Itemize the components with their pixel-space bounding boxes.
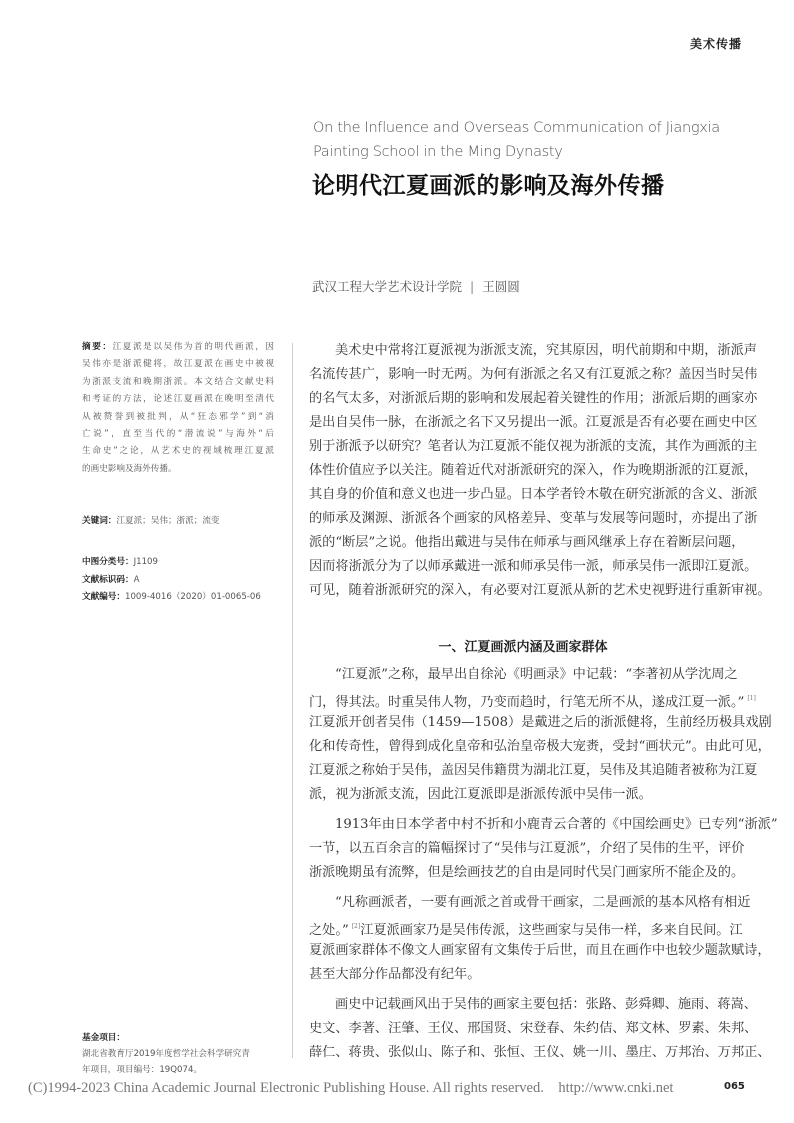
metadata-label: 文献标识码： — [82, 574, 134, 585]
body-line — [309, 663, 737, 687]
body-text: 一节，以五百余言的篇幅探讨了“吴伟与江夏派”，介绍了吴伟的生平，评价 — [309, 841, 745, 856]
metadata-label: 文献编号： — [82, 592, 125, 602]
abstract-line — [82, 426, 274, 443]
column-divider — [292, 343, 293, 1058]
body-text: 浙派晚期虽有流弊，但是绘画技艺的自由是同时代吴门画家所不能企及的。 — [309, 865, 745, 880]
funding-line: 湖北省教育厅2019年度哲学社会科学研究青 — [82, 1049, 250, 1059]
metadata-value: A — [133, 574, 140, 585]
body-text: 夏派画家群体不像文人画家留有文集传于后世，而且在画作中也较少题款赋诗， — [309, 943, 771, 958]
body-line: 的名气太多，对浙派后期的影响和发展起着关键性的作用；浙派后期的画家亦 — [309, 391, 758, 406]
body-text: 史文、李著、汪肇、王仪、邢国贤、宋登春、朱约佶、郑文林、罗素、朱邦、 — [309, 1021, 758, 1036]
abstract-text: 吴伟亦是浙派健将，故江夏派在画史中被视 — [82, 359, 274, 370]
body-line — [309, 915, 743, 939]
metadata-label: 中图分类号： — [82, 557, 134, 567]
keywords — [82, 514, 220, 526]
body-line — [309, 783, 737, 807]
body-line — [309, 759, 758, 783]
body-text: 薛仁、蒋贵、张似山、陈子和、张恒、王仪、姚一川、墨庄、万邦治、万邦正、 — [309, 1045, 771, 1060]
body-line: 别于浙派予以研究？笔者认为江夏派不能仅视为浙派的支流，其作为画派的主 — [309, 439, 758, 454]
abstract-text: 江夏派是以吴伟为首的明代画派，因 — [112, 342, 274, 352]
body-paragraph — [309, 663, 772, 807]
body-paragraph — [309, 339, 771, 603]
abstract-text: 亡说”，直至当代的“潜流说”与海外“后 — [82, 428, 274, 439]
abstract-line — [82, 443, 274, 460]
body-line — [309, 711, 772, 735]
abstract-text: 和考证的方法，论述江夏画派在晚明至清代 — [82, 394, 274, 405]
body-text: 江夏派画家乃是吴伟传派，这些画家与吴伟一样，多来自民间。江 — [360, 923, 743, 938]
abstract-line — [82, 391, 274, 408]
english-title: On the Influence and Overseas Communication of Jiangxia Painting School in the Ming Dynasty — [313, 120, 720, 160]
abstract-text: 的画史影响及海外传播。 — [82, 463, 177, 474]
abstract-text: 为浙派支流和晚期浙派。本文结合文献史料 — [82, 376, 274, 387]
article-metadata — [82, 554, 261, 607]
keywords-label: 关键词： — [82, 516, 117, 526]
journal-section-label: 美术传播 — [690, 37, 743, 51]
abstract-line — [82, 409, 274, 426]
body-line: 名流传甚广，影响一时无两。为何有浙派之名又有江夏派之称？盖因当时吴伟 — [309, 367, 758, 382]
abstract-label: 摘要： — [82, 342, 113, 352]
body-text: 甚至大部分作品都没有纪年。 — [309, 967, 481, 982]
body-paragraph — [309, 891, 771, 987]
abstract-line — [82, 461, 274, 478]
article-body — [309, 339, 778, 1071]
affiliation: 武汉工程大学艺术设计学院 — [312, 279, 463, 294]
abstract-line — [82, 374, 274, 391]
metadata-value: 1009-4016（2020）01-0065-06 — [124, 592, 261, 602]
body-line — [309, 993, 757, 1017]
metadata-row — [82, 572, 261, 590]
footnote-ref: [2] — [351, 923, 361, 930]
abstract-line — [82, 356, 274, 373]
metadata-value: J1109 — [133, 557, 158, 567]
metadata-row — [82, 554, 261, 572]
body-text: 派，视为浙派支流，因此江夏派即是浙派传派中吴伟一派。 — [309, 787, 652, 802]
copyright-footer: (C)1994-2023 China Academic Journal Electronic Publishing House. All rights reserved. http://www.cnki.net — [28, 1080, 674, 1096]
body-line: 的师承及渊源、浙派各个画家的风格差异、变革与发展等问题时，亦提出了浙 — [309, 511, 758, 526]
body-text: 江夏派之称始于吴伟，盖因吴伟籍贯为湖北江夏，吴伟及其追随者被称为江夏 — [309, 763, 758, 778]
body-line: 可见，随着浙派研究的深入，有必要对江夏派从新的艺术史视野进行重新审视。 — [309, 583, 771, 598]
body-text: 门，得其法。时重吴伟人物，乃变而趋时，行笔无所不从，遂成江夏一派。” — [309, 695, 745, 710]
body-line: 因而将浙派分为了以师承戴进一派和师承吴伟一派，师承吴伟一派即江夏派。 — [309, 559, 758, 574]
body-line — [309, 1017, 758, 1041]
body-text: 之处。” — [309, 923, 349, 938]
funding-line: 年项目，项目编号：19Q074。 — [82, 1065, 203, 1075]
abstract-text: 从被赞誉到被批判，从“狂态邪学”到“消 — [82, 411, 274, 422]
body-paragraph — [309, 813, 778, 885]
body-text: 画史中记载画风出于吴伟的画家主要包括：张路、彭舜卿、施雨、蒋嵩、 — [335, 997, 757, 1012]
body-paragraph — [309, 993, 771, 1065]
body-line — [309, 861, 745, 885]
footnote-ref: [1] — [747, 695, 756, 702]
body-line — [309, 963, 737, 987]
body-line: 是出自吴伟一脉，在浙派之名下又另提出一派。江夏派是否有必要在画史中区 — [309, 415, 758, 430]
abstract-text: 生命史”之论，从艺术史的视域梳理江夏派 — [82, 446, 274, 457]
abstract-line — [82, 339, 274, 356]
body-text: 1913年由日本学者中村不折和小鹿青云合著的《中国绘画史》已专列“浙派” — [335, 817, 778, 832]
body-line: 体性价值应予以关注。随着近代对浙派研究的深入，作为晚期浙派的江夏派， — [309, 463, 758, 478]
author-name: 王圆圆 — [482, 279, 520, 294]
author-separator: | — [470, 279, 475, 294]
body-text: “江夏派”之称，最早出自徐沁《明画录》中记载：“李著初从学沈周之 — [335, 667, 738, 682]
body-line — [309, 939, 771, 963]
chinese-title: 论明代江夏画派的影响及海外传播 — [312, 172, 665, 199]
keywords-value: 江夏派；吴伟；浙派；流变 — [116, 516, 220, 526]
body-line — [309, 891, 751, 915]
body-text: “凡称画派者，一要有画派之首或骨干画家，二是画派的基本风格有相近 — [335, 895, 751, 910]
funding-label: 基金项目： — [82, 1033, 125, 1043]
author-line — [312, 277, 520, 295]
body-text: 化和传奇性，曾得到成化皇帝和弘治皇帝极大宠赉，受封“画状元”。由此可见， — [309, 739, 771, 754]
metadata-row — [82, 589, 261, 607]
section-heading: 一、江夏画派内涵及画家群体 — [438, 640, 608, 655]
body-line — [309, 735, 771, 759]
abstract — [82, 339, 274, 478]
page-number: 065 — [724, 1081, 745, 1092]
body-line — [309, 813, 778, 837]
body-line: 派的“断层”之说。他指出戴进与吴伟在师承与画风继承上存在着断层问题， — [309, 535, 745, 550]
body-line: 美术史中常将江夏派视为浙派支流，究其原因，明代前期和中期，浙派声 — [335, 343, 757, 358]
body-line — [309, 1041, 771, 1065]
funding-info — [82, 1030, 274, 1078]
body-line — [309, 837, 745, 861]
body-line: 其自身的价值和意义也进一步凸显。日本学者铃木敬在研究浙派的含义、浙派 — [309, 487, 758, 502]
body-line — [309, 687, 756, 711]
body-text: 江夏派开创者吴伟（1459—1508）是戴进之后的浙派健将，生前经历极具戏剧 — [309, 715, 772, 730]
